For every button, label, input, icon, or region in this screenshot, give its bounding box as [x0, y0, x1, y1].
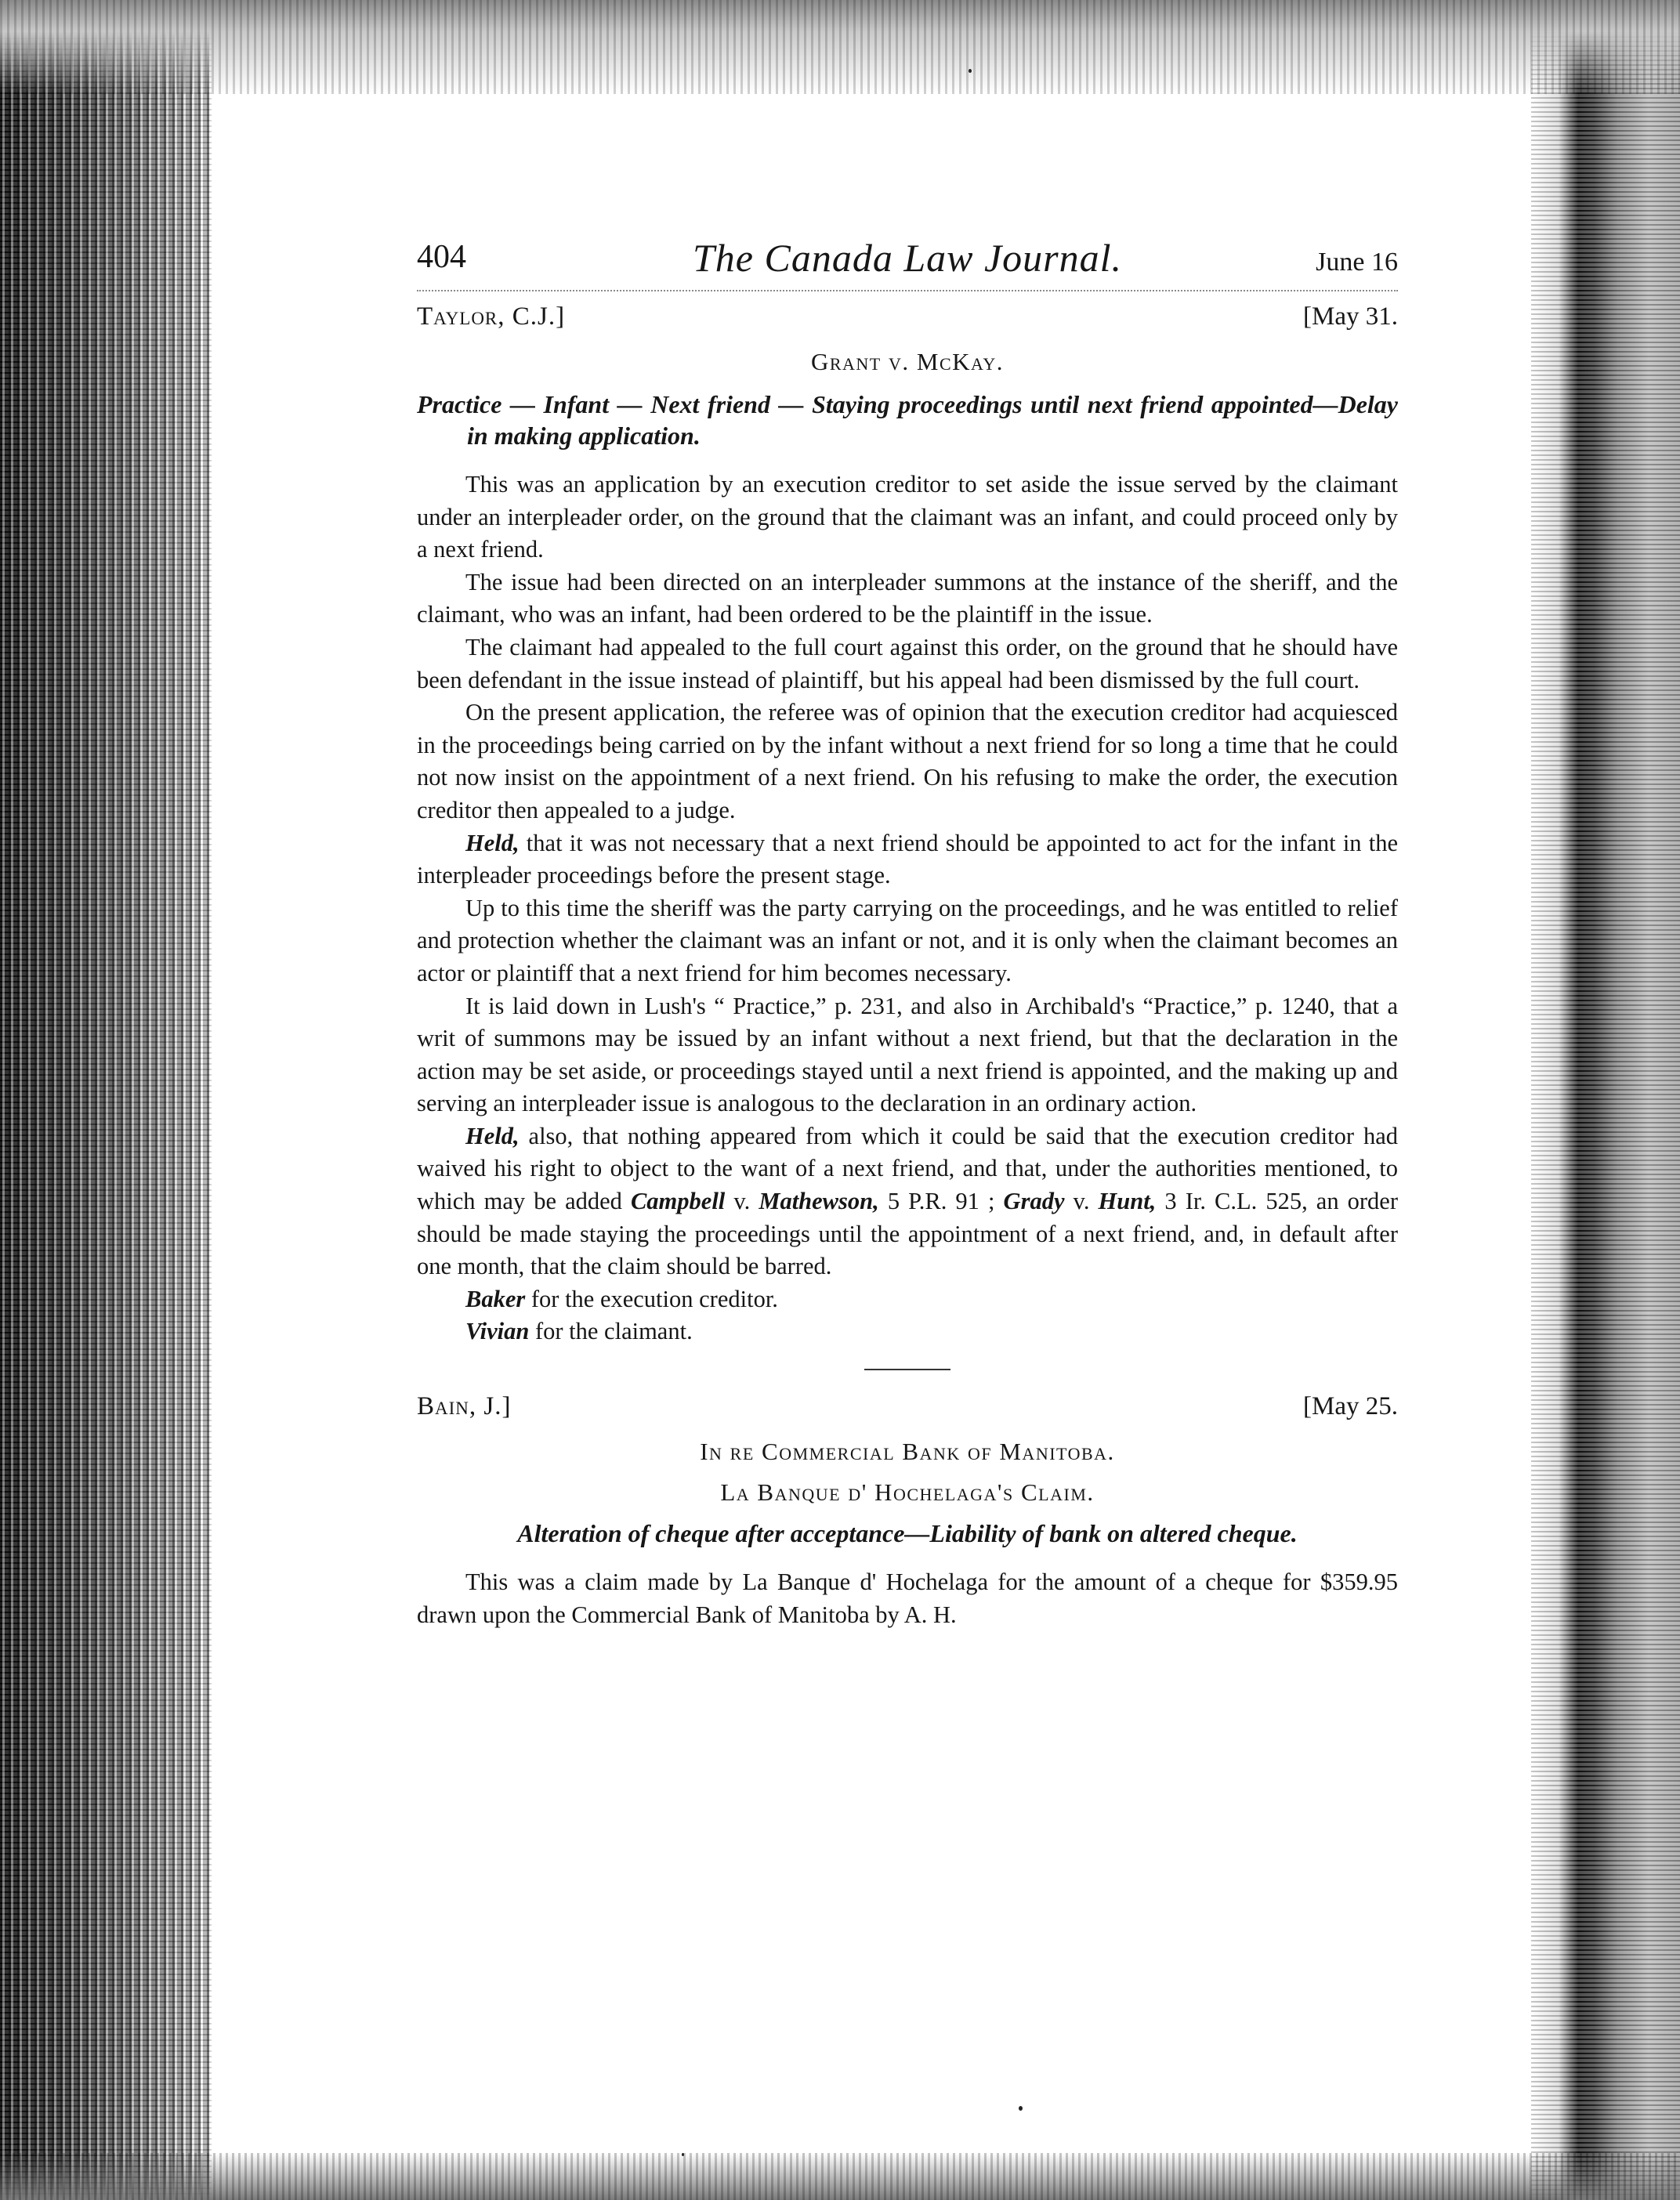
scan-right-edge — [1531, 0, 1680, 2200]
case-citation: Grady — [1003, 1188, 1065, 1215]
issue-date: June 16 — [1316, 248, 1398, 277]
counsel-role: for the claimant. — [529, 1318, 693, 1345]
case2-headnote: Alteration of cheque after acceptance—Liability of bank on altered cheque. — [517, 1519, 1298, 1548]
case2-court-line — [417, 1392, 1398, 1428]
scan-speck — [1019, 2106, 1023, 2111]
counsel-name: Vivian — [465, 1318, 530, 1345]
scan-speck — [969, 69, 972, 73]
case-citation: Campbell — [630, 1188, 726, 1215]
case1-date: [May 31. — [1303, 302, 1398, 331]
case2-judge: Bain, J.] — [417, 1392, 512, 1421]
case1-held-2 — [417, 1120, 1398, 1283]
case1-counsel-1 — [417, 1283, 1398, 1316]
page-content — [417, 235, 1398, 1631]
held-text: that it was not necessary that a next friend should be appointed to act for the infant in the interpleader proceedings before the present stage. — [417, 829, 1398, 889]
held-text: v. — [725, 1188, 759, 1215]
case1-paragraph-4: On the present application, the referee was of opinion that the execution creditor had acquiesced in the proceedings being carried on by the infant without a next friend for so long a time that he could not now insist on the appointment of a next friend. On his refusing to make the order, the execution creditor then appealed to a judge. — [417, 699, 1398, 823]
scan-bottom-edge — [0, 2153, 1680, 2200]
scan-left-edge — [0, 0, 212, 2200]
scan-top-edge — [0, 0, 1680, 94]
held-text: also, that nothing appeared from which it could be said that the execution creditor had waived his right to object to the want of a next friend, and that, under the authorities mentioned, to which may be added — [417, 1122, 1398, 1215]
scan-speck — [682, 2153, 684, 2156]
case1-judge: Taylor, C.J.] — [417, 302, 566, 331]
case1-counsel-2 — [417, 1315, 1398, 1348]
counsel-role: for the execution creditor. — [525, 1285, 778, 1312]
case2-title: In re Commercial Bank of Manitoba. — [700, 1438, 1115, 1466]
case2-subtitle: La Banque d' Hochelaga's Claim. — [720, 1478, 1095, 1507]
case1-paragraph-1: This was an application by an execution creditor to set aside the issue served by the claimant under an interpleader order, on the ground that the claimant was an infant, and could proceed only by a next friend. — [417, 471, 1398, 563]
section-divider — [864, 1369, 950, 1370]
case1-paragraph-3: The claimant had appealed to the full court against this order, on the ground that he should have been defendant in the issue instead of plaintiff, but his appeal had been dismissed by the full court. — [417, 633, 1398, 693]
held-text: v. — [1064, 1188, 1099, 1215]
held-label: Held, — [465, 829, 520, 856]
case1-paragraph-6: It is laid down in Lush's “ Practice,” p. 231, and also in Archibald's “Practice,” p. 1240, that a writ of summons may be issued by an infant without a next friend, but that the declaration in the action may be set aside, or proceedings stayed until a next friend is appointed, and the making up and serving an interpleader issue is analogous to the declaration in an ordinary action. — [417, 992, 1398, 1117]
case1-paragraph-2: The issue had been directed on an interpleader summons at the instance of the sheriff, and the claimant, who was an infant, had been ordered to be the plaintiff in the issue. — [417, 568, 1398, 628]
case1-court-line — [417, 302, 1398, 338]
case1-title: Grant v. McKay. — [810, 348, 1005, 375]
counsel-name: Baker — [465, 1285, 526, 1312]
held-text: 3 Ir. C.L. 525, an order should be made staying the proceedings until the appointment of a next friend, and, in default after one month, that the claim should be barred. — [417, 1188, 1398, 1280]
held-text: 5 P.R. 91 ; — [878, 1188, 1004, 1215]
held-label: Held, — [465, 1122, 520, 1149]
case1-body — [417, 469, 1398, 1348]
case1-headnote: Practice — Infant — Next friend — Staying proceedings until next friend appointed—Delay in making application. — [417, 390, 1398, 450]
case2-paragraph-1: This was a claim made by La Banque d' Hochelaga for the amount of a cheque for $359.95 drawn upon the Commercial Bank of Manitoba by A. H. — [417, 1569, 1398, 1628]
case-citation: Mathewson, — [759, 1188, 879, 1215]
case1-held-1 — [417, 827, 1398, 892]
journal-title: The Canada Law Journal. — [692, 236, 1123, 280]
running-head — [417, 235, 1398, 291]
case2-date: [May 25. — [1303, 1392, 1398, 1421]
case1-paragraph-5: Up to this time the sheriff was the party carrying on the proceedings, and he was entitled to relief and protection whether the claimant was an infant or not, and it is only when the claimant becomes an actor or plaintiff that a next friend for him becomes necessary. — [417, 894, 1398, 986]
case-citation: Hunt, — [1098, 1188, 1157, 1215]
page-number: 404 — [417, 239, 466, 275]
